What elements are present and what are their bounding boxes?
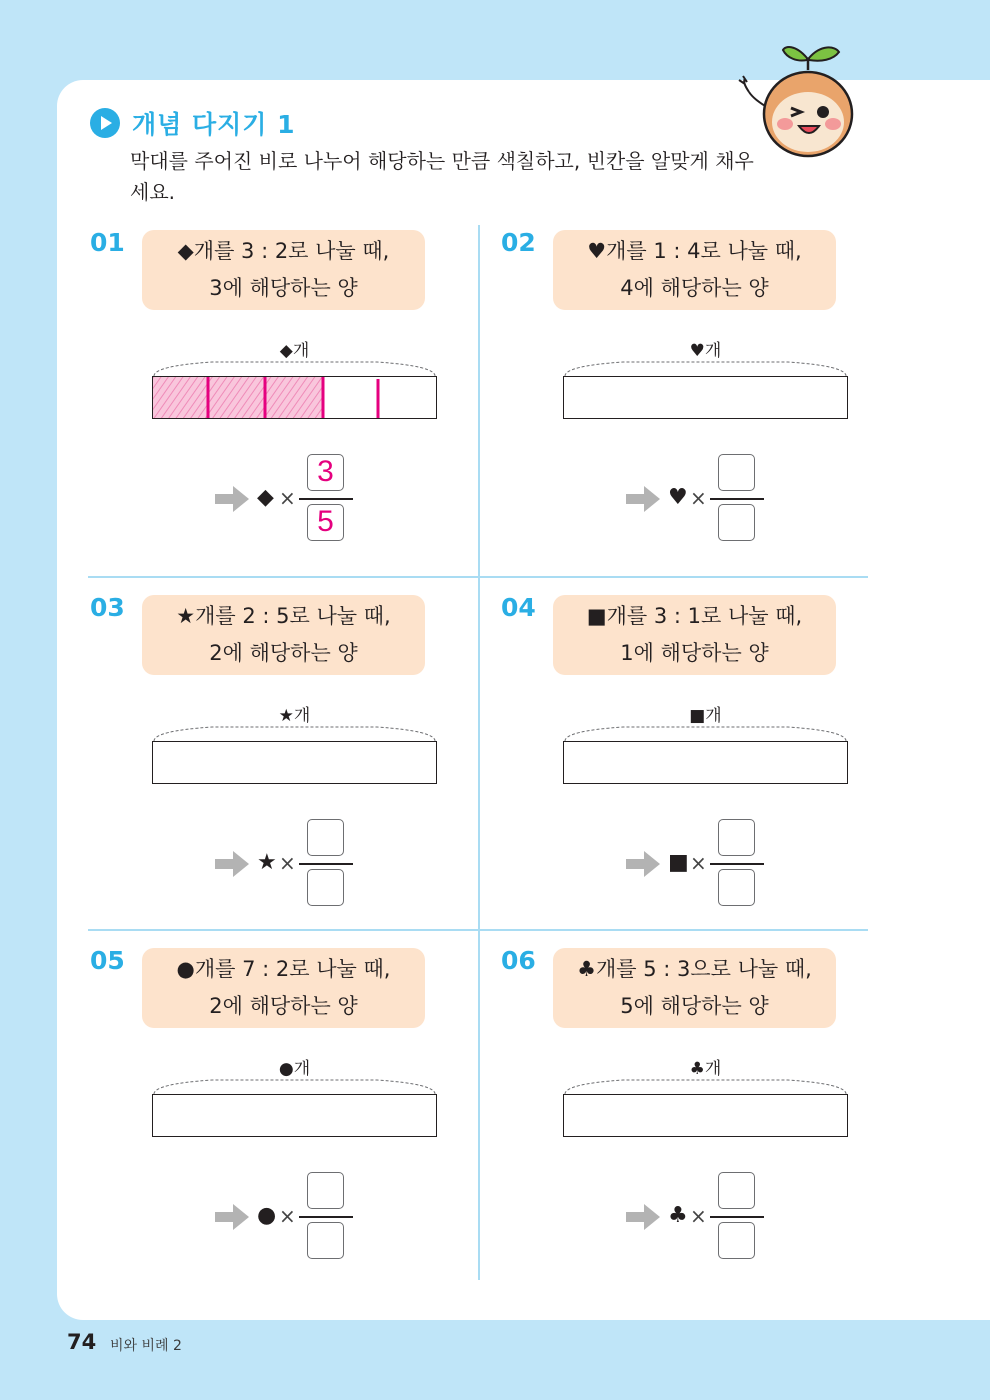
prompt-line-2: 2에 해당하는 양 [209,641,358,665]
fraction-bar [299,498,353,500]
fraction-bar [299,1216,353,1218]
chapter-title: 비와 비례 2 [110,1338,182,1354]
total-label: ♣개 [685,1059,727,1079]
denominator-box[interactable] [718,504,755,541]
ratio-bar[interactable] [563,1094,848,1137]
problem-number: 06 [501,946,536,975]
right-arrow-icon [215,1204,249,1230]
column-divider [478,225,480,1280]
denominator-box[interactable] [307,1222,344,1259]
prompt-line-2: 5에 해당하는 양 [620,994,769,1018]
fraction-bar [299,863,353,865]
times-sign: × [279,851,296,875]
prompt-line-2: 4에 해당하는 양 [620,276,769,300]
symbol: ★ [257,850,277,875]
prompt-line-2: 2에 해당하는 양 [209,994,358,1018]
symbol: ♣ [668,1203,688,1228]
answer-formula [626,1172,776,1262]
instruction-text: 막대를 주어진 비로 나누어 해당하는 만큼 색칠하고, 빈칸을 알맞게 채우세요. [130,149,754,204]
total-label: ★개 [274,706,316,726]
problem-prompt [142,230,425,310]
row-divider [88,576,868,578]
problem-prompt [142,948,425,1028]
right-arrow-icon [626,1204,660,1230]
problem-prompt [553,595,836,675]
answer-formula [626,819,776,909]
total-label: ●개 [274,1059,315,1079]
problem-06 [501,946,881,1286]
shaded-region [153,377,323,419]
total-label: ♥개 [685,341,727,361]
numerator-box[interactable] [307,1172,344,1209]
symbol: ● [257,1203,277,1228]
prompt-line-2: 3에 해당하는 양 [209,276,358,300]
fraction-bar [710,1216,764,1218]
total-label: ◆개 [275,341,315,361]
symbol: ◆ [257,485,274,510]
prompt-line-1: ■개를 3 : 1로 나눌 때, [586,604,803,628]
fraction-bar [710,498,764,500]
prompt-line-1: ★개를 2 : 5로 나눌 때, [176,604,391,628]
numerator-box[interactable]: 3 [307,454,344,491]
prompt-line-1: ♣개를 5 : 3으로 나눌 때, [577,957,812,981]
right-arrow-icon [626,851,660,877]
numerator-box[interactable] [307,819,344,856]
prompt-line-2: 1에 해당하는 양 [620,641,769,665]
right-arrow-icon [215,486,249,512]
section-title-text: 개념 다지기 1 [132,110,296,139]
times-sign: × [279,486,296,510]
ratio-bar[interactable] [152,741,437,784]
denominator-box[interactable] [307,869,344,906]
ratio-bar[interactable] [563,741,848,784]
times-sign: × [690,851,707,875]
problem-prompt [142,595,425,675]
times-sign: × [690,486,707,510]
prompt-line-1: ◆개를 3 : 2로 나눌 때, [177,239,390,263]
problem-number: 02 [501,228,536,257]
numerator-box[interactable] [718,1172,755,1209]
problem-number: 03 [90,593,125,622]
problem-number: 04 [501,593,536,622]
numerator-box[interactable] [718,454,755,491]
page-number: 74 [67,1330,97,1354]
section-title [90,105,296,141]
problem-02 [501,228,881,568]
shaded-bar-fill [153,377,437,419]
fraction-bar [710,863,764,865]
ratio-bar[interactable] [563,376,848,419]
right-arrow-icon [215,851,249,877]
play-icon [90,108,120,138]
prompt-line-1: ●개를 7 : 2로 나눌 때, [176,957,391,981]
problem-05 [90,946,470,1286]
times-sign: × [690,1204,707,1228]
denominator-box[interactable] [718,1222,755,1259]
problem-number: 01 [90,228,125,257]
problem-04 [501,593,881,933]
total-label: ■개 [684,706,726,726]
denominator-box[interactable]: 5 [307,504,344,541]
prompt-line-1: ♥개를 1 : 4로 나눌 때, [587,239,802,263]
problem-03 [90,593,470,933]
numerator-box[interactable] [718,819,755,856]
problem-prompt [553,230,836,310]
symbol: ■ [668,850,689,875]
problem-01 [90,228,470,568]
right-arrow-icon [626,486,660,512]
times-sign: × [279,1204,296,1228]
ratio-bar[interactable] [152,1094,437,1137]
denominator-box[interactable] [718,869,755,906]
answer-formula [626,454,776,544]
problem-number: 05 [90,946,125,975]
answer-formula [215,819,365,909]
symbol: ♥ [668,485,688,510]
answer-formula [215,454,365,544]
ratio-bar[interactable] [152,376,437,419]
answer-formula [215,1172,365,1262]
problem-prompt [553,948,836,1028]
